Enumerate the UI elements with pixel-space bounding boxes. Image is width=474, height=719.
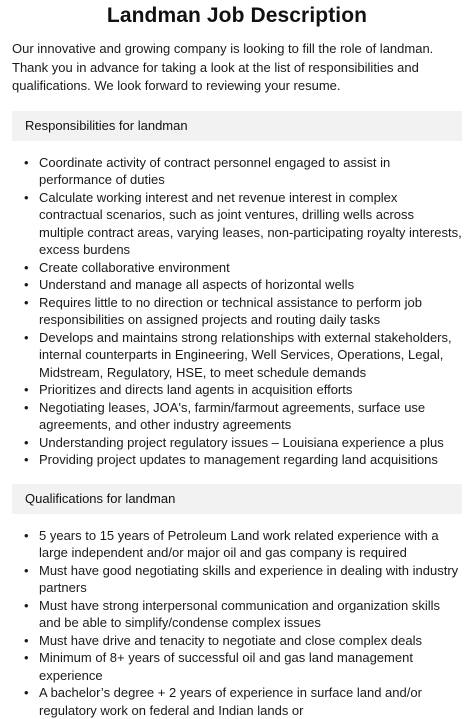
intro-paragraph: Our innovative and growing company is looking to fill the role of landman. Thank you in advance for taking a look at the list of responsibilities and qualifications. We look forward to reviewing your resume.	[12, 40, 462, 96]
list-item	[22, 294, 462, 329]
bullet-icon: •	[24, 527, 29, 545]
list-item	[22, 632, 462, 650]
list-item-text: 5 years to 15 years of Petroleum Land work related experience with a large independent and/or major oil and gas company is required	[39, 528, 439, 561]
list-item-text: A bachelor’s degree + 2 years of experience in surface land and/or regulatory work on federal and Indian lands or	[39, 685, 422, 718]
bullet-icon: •	[24, 259, 29, 277]
list-item	[22, 189, 462, 259]
bullet-icon: •	[24, 649, 29, 667]
bullet-icon: •	[24, 189, 29, 207]
list-item	[22, 399, 462, 434]
list-item	[22, 154, 462, 189]
list-item	[22, 451, 462, 469]
bullet-icon: •	[24, 399, 29, 417]
list-item-text: Minimum of 8+ years of successful oil and gas land management experience	[39, 650, 413, 683]
bullet-icon: •	[24, 154, 29, 172]
list-item	[22, 259, 462, 277]
list-item	[22, 329, 462, 382]
list-item-text: Must have strong interpersonal communication and organization skills and be able to simplify/condense complex issues	[39, 598, 440, 631]
list-item	[22, 597, 462, 632]
list-item	[22, 434, 462, 452]
bullet-icon: •	[24, 632, 29, 650]
list-item	[22, 527, 462, 562]
qualifications-heading: Qualifications for landman	[12, 484, 462, 514]
responsibilities-heading: Responsibilities for landman	[12, 111, 462, 141]
bullet-icon: •	[24, 562, 29, 580]
bullet-icon: •	[24, 434, 29, 452]
list-item	[22, 649, 462, 684]
list-item-text: Create collaborative environment	[39, 260, 230, 275]
bullet-icon: •	[24, 684, 29, 702]
bullet-icon: •	[24, 276, 29, 294]
bullet-icon: •	[24, 451, 29, 469]
job-description-page	[0, 4, 474, 696]
list-item	[22, 684, 462, 719]
list-item-text: Calculate working interest and net revenue interest in complex contractual scenarios, such as joint ventures, drilling wells across multiple contract areas, varying leases, non-participating royalty interests, excess burdens	[39, 190, 462, 258]
list-item	[22, 562, 462, 597]
list-item	[22, 276, 462, 294]
list-item-text: Negotiating leases, JOA's, farmin/farmout agreements, surface use agreements, and other industry agreements	[39, 400, 425, 433]
list-item-text: Must have good negotiating skills and experience in dealing with industry partners	[39, 563, 458, 596]
list-item-text: Develops and maintains strong relationships with external stakeholders, internal counterparts in Engineering, Well Services, Operations, Legal, Midstream, Regulatory, HSE, to meet schedule demands	[39, 330, 452, 380]
list-item-text: Must have drive and tenacity to negotiate and close complex deals	[39, 633, 422, 648]
list-item-text: Understand and manage all aspects of horizontal wells	[39, 277, 354, 292]
bullet-icon: •	[24, 381, 29, 399]
bullet-icon: •	[24, 294, 29, 312]
qualifications-list	[12, 527, 462, 719]
list-item-text: Coordinate activity of contract personnel engaged to assist in performance of duties	[39, 155, 390, 188]
responsibilities-list	[12, 154, 462, 469]
list-item-text: Requires little to no direction or technical assistance to perform job responsibilities on assigned projects and routing daily tasks	[39, 295, 422, 328]
list-item-text: Prioritizes and directs land agents in acquisition efforts	[39, 382, 352, 397]
list-item	[22, 381, 462, 399]
bullet-icon: •	[24, 329, 29, 347]
list-item-text: Understanding project regulatory issues – Louisiana experience a plus	[39, 435, 444, 450]
list-item-text: Providing project updates to management regarding land acquisitions	[39, 452, 438, 467]
bullet-icon: •	[24, 597, 29, 615]
page-title: Landman Job Description	[12, 4, 462, 28]
